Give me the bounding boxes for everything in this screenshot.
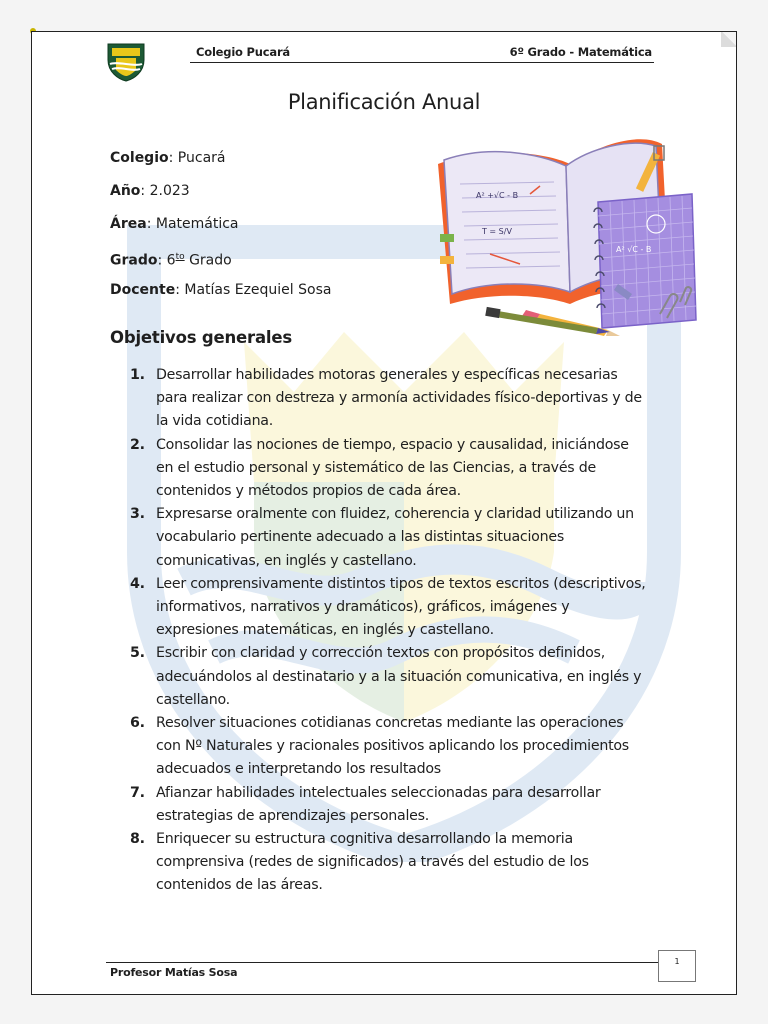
list-number: 6. xyxy=(130,715,145,732)
list-text: Leer comprensivamente distintos tipos de textos escritos (descriptivos, informativos, narrativos y dramáticos), gráficos, imágenes y expresiones matemáticas, en inglés y castellano. xyxy=(156,575,646,639)
list-number: 2. xyxy=(130,436,145,453)
page-number: 1 xyxy=(658,950,696,982)
formula-text: A² √C - B xyxy=(616,245,652,254)
list-item xyxy=(128,828,648,898)
section-title: Objetivos generales xyxy=(110,328,292,347)
list-text: Desarrollar habilidades motoras generales y específicas necesarias para realizar con destreza y armonía actividades físico-deportivas y de la vida cotidiana. xyxy=(156,367,642,430)
info-row-area: Área: Matemática xyxy=(110,216,239,232)
info-value-sup: to xyxy=(175,252,185,262)
list-number: 4. xyxy=(130,575,145,592)
info-row-colegio: Colegio: Pucará xyxy=(110,150,226,166)
header-subject: 6º Grado - Matemática xyxy=(509,45,652,59)
list-item xyxy=(128,503,648,573)
list-item xyxy=(128,782,648,828)
info-row-ano: Año: 2.023 xyxy=(110,183,190,199)
info-value: Matías Ezequiel Sosa xyxy=(184,282,332,298)
school-logo-icon xyxy=(104,42,148,82)
list-number: 3. xyxy=(130,506,145,523)
header-school: Colegio Pucará xyxy=(196,45,290,59)
list-item xyxy=(128,642,648,712)
list-item xyxy=(128,712,648,782)
info-value: Pucará xyxy=(177,150,226,166)
list-item xyxy=(128,364,648,434)
info-value-prefix: 6 xyxy=(166,252,176,269)
list-text: Expresarse oralmente con fluidez, coherencia y claridad utilizando un vocabulario pertinente adecuado a las distintas situaciones comunicativas, en inglés y castellano. xyxy=(156,506,634,569)
info-value: 2.023 xyxy=(149,183,190,199)
info-value: Matemática xyxy=(155,216,239,232)
notebook-illustration-icon xyxy=(430,124,702,336)
document-page xyxy=(31,31,737,995)
list-text: Enriquecer su estructura cognitiva desarrollando la memoria comprensiva (redes de significados) a través del estudio de los contenidos de las áreas. xyxy=(156,831,589,894)
page-fold xyxy=(721,31,737,47)
info-block xyxy=(110,148,331,313)
list-text: Escribir con claridad y corrección textos con propósitos definidos, adecuándolos al destinatario y a la situación comunicativa, en inglés y castellano. xyxy=(156,645,642,708)
footer-author: Profesor Matías Sosa xyxy=(110,966,238,979)
footer-rule xyxy=(106,962,692,963)
info-value-suffix: Grado xyxy=(184,252,232,269)
header-rule xyxy=(190,62,654,63)
formula-text: A² +√C - B xyxy=(476,191,519,200)
formula-text: T = S/V xyxy=(482,227,512,236)
list-number: 5. xyxy=(130,645,145,662)
info-label: Año xyxy=(110,183,141,199)
list-text: Consolidar las nociones de tiempo, espacio y causalidad, iniciándose en el estudio personal y sistemático de las Ciencias, a través de contenidos y métodos propios de cada área. xyxy=(156,436,629,500)
list-number: 1. xyxy=(130,367,145,383)
info-label: Grado xyxy=(110,252,158,269)
info-label: Docente xyxy=(110,282,176,298)
info-row-grado: Grado: $6^{to}$ Grado xyxy=(110,252,232,269)
info-label: Colegio xyxy=(110,150,169,166)
info-label: Área xyxy=(110,216,147,232)
list-text: Resolver situaciones cotidianas concretas mediante las operaciones con Nº Naturales y racionales positivos aplicando los procedimientos adecuados e interpretando los resultados xyxy=(156,715,629,778)
info-row-docente: Docente: Matías Ezequiel Sosa xyxy=(110,282,332,298)
list-number: 7. xyxy=(130,784,145,801)
list-item xyxy=(128,434,648,504)
list-text: Afianzar habilidades intelectuales seleccionadas para desarrollar estrategias de aprendizajes personales. xyxy=(156,784,601,824)
list-number: 8. xyxy=(130,831,145,848)
objectives-list xyxy=(128,364,648,898)
list-item xyxy=(128,573,648,643)
page-title: Planificación Anual xyxy=(287,90,481,114)
